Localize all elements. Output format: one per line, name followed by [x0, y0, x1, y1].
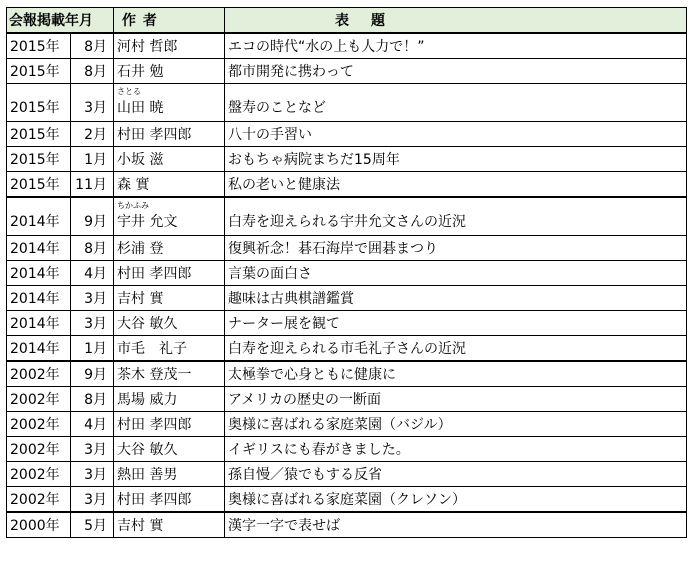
table-row	[7, 286, 687, 311]
author-name: 宇井 允文	[117, 214, 178, 230]
cell-year: 2002年	[7, 437, 71, 462]
cell-year: 2014年	[7, 261, 71, 286]
cell-title: 言葉の面白さ	[225, 261, 687, 286]
cell-title: 奥様に喜ばれる家庭菜園（バジル）	[225, 412, 687, 437]
cell-title: 白寿を迎えられる宇井允文さんの近況	[225, 197, 687, 236]
cell-title: 奥様に喜ばれる家庭菜園（クレソン）	[225, 487, 687, 513]
cell-title: 都市開発に携わって	[225, 59, 687, 84]
cell-month: 4月	[71, 412, 114, 437]
cell-year: 2015年	[7, 33, 71, 59]
cell-author: 大谷 敏久	[114, 437, 225, 462]
header-author: 作 者	[114, 8, 225, 34]
author-reading: ちかふみ	[117, 201, 149, 210]
cell-month: 1月	[71, 147, 114, 172]
cell-month: 9月	[71, 197, 114, 236]
cell-title: 太極拳で心身ともに健康に	[225, 361, 687, 387]
cell-title: ナーター展を観て	[225, 311, 687, 336]
cell-year: 2014年	[7, 197, 71, 236]
cell-month: 4月	[71, 261, 114, 286]
cell-author	[114, 84, 225, 122]
table-body	[7, 33, 687, 538]
cell-year: 2002年	[7, 387, 71, 412]
cell-title: イギリスにも春がきました。	[225, 437, 687, 462]
cell-author: 茶木 登茂一	[114, 361, 225, 387]
author-name: 山田 暁	[117, 100, 164, 116]
cell-author: 村田 孝四郎	[114, 261, 225, 286]
header-row	[7, 8, 687, 34]
cell-year: 2015年	[7, 84, 71, 122]
cell-author: 吉村 實	[114, 286, 225, 311]
cell-year: 2015年	[7, 147, 71, 172]
cell-month: 2月	[71, 122, 114, 147]
cell-title: 孫自慢／猿でもする反省	[225, 462, 687, 487]
cell-title: 盤寿のことなど	[225, 84, 687, 122]
header-year-month: 会報掲載年月	[7, 8, 114, 34]
table-row	[7, 147, 687, 172]
cell-month: 9月	[71, 361, 114, 387]
cell-year: 2002年	[7, 412, 71, 437]
cell-author: 杉浦 登	[114, 236, 225, 261]
cell-month: 1月	[71, 336, 114, 362]
table-row	[7, 387, 687, 412]
table-row	[7, 172, 687, 198]
cell-author: 森 實	[114, 172, 225, 198]
cell-title: アメリカの歴史の一断面	[225, 387, 687, 412]
cell-title: 白寿を迎えられる市毛礼子さんの近況	[225, 336, 687, 362]
cell-year: 2014年	[7, 286, 71, 311]
cell-author	[114, 197, 225, 236]
cell-year: 2002年	[7, 361, 71, 387]
cell-month: 3月	[71, 462, 114, 487]
cell-year: 2015年	[7, 172, 71, 198]
header-title: 表 題	[225, 8, 687, 34]
cell-author: 村田 孝四郎	[114, 412, 225, 437]
table-row	[7, 437, 687, 462]
table-row	[7, 197, 687, 236]
cell-month: 8月	[71, 236, 114, 261]
author-with-reading	[117, 87, 164, 117]
article-table	[6, 7, 687, 538]
cell-year: 2014年	[7, 236, 71, 261]
cell-year: 2000年	[7, 512, 71, 538]
cell-title: 復興祈念！碁石海岸で囲碁まつり	[225, 236, 687, 261]
cell-author: 大谷 敏久	[114, 311, 225, 336]
cell-title: 私の老いと健康法	[225, 172, 687, 198]
table-row	[7, 59, 687, 84]
table-row	[7, 361, 687, 387]
table-row	[7, 33, 687, 59]
cell-month: 8月	[71, 387, 114, 412]
cell-author: 熱田 善男	[114, 462, 225, 487]
cell-title: 漢字一字で表せば	[225, 512, 687, 538]
author-with-reading	[117, 201, 178, 231]
cell-year: 2002年	[7, 462, 71, 487]
cell-author: 市毛 礼子	[114, 336, 225, 362]
cell-month: 3月	[71, 84, 114, 122]
cell-author: 石井 勉	[114, 59, 225, 84]
cell-month: 8月	[71, 59, 114, 84]
table-row	[7, 84, 687, 122]
cell-title: 趣味は古典棋譜鑑賞	[225, 286, 687, 311]
table-row	[7, 336, 687, 362]
cell-author: 村田 孝四郎	[114, 122, 225, 147]
cell-month: 11月	[71, 172, 114, 198]
table-row	[7, 261, 687, 286]
cell-author: 吉村 實	[114, 512, 225, 538]
cell-year: 2015年	[7, 59, 71, 84]
cell-title: 八十の手習い	[225, 122, 687, 147]
cell-year: 2015年	[7, 122, 71, 147]
cell-title: エコの時代“水の上も人力で！”	[225, 33, 687, 59]
table-row	[7, 462, 687, 487]
cell-month: 3月	[71, 286, 114, 311]
table-row	[7, 122, 687, 147]
cell-author: 小坂 滋	[114, 147, 225, 172]
author-reading: さとる	[117, 87, 141, 96]
table-row	[7, 412, 687, 437]
cell-month: 3月	[71, 487, 114, 513]
cell-year: 2014年	[7, 336, 71, 362]
cell-title: おもちゃ病院まちだ15周年	[225, 147, 687, 172]
cell-author: 村田 孝四郎	[114, 487, 225, 513]
cell-month: 3月	[71, 437, 114, 462]
cell-month: 3月	[71, 311, 114, 336]
table-row	[7, 512, 687, 538]
table-row	[7, 487, 687, 513]
cell-author: 河村 哲郎	[114, 33, 225, 59]
cell-author: 馬場 威力	[114, 387, 225, 412]
cell-year: 2002年	[7, 487, 71, 513]
cell-year: 2014年	[7, 311, 71, 336]
table-row	[7, 236, 687, 261]
table-row	[7, 311, 687, 336]
cell-month: 8月	[71, 33, 114, 59]
cell-month: 5月	[71, 512, 114, 538]
